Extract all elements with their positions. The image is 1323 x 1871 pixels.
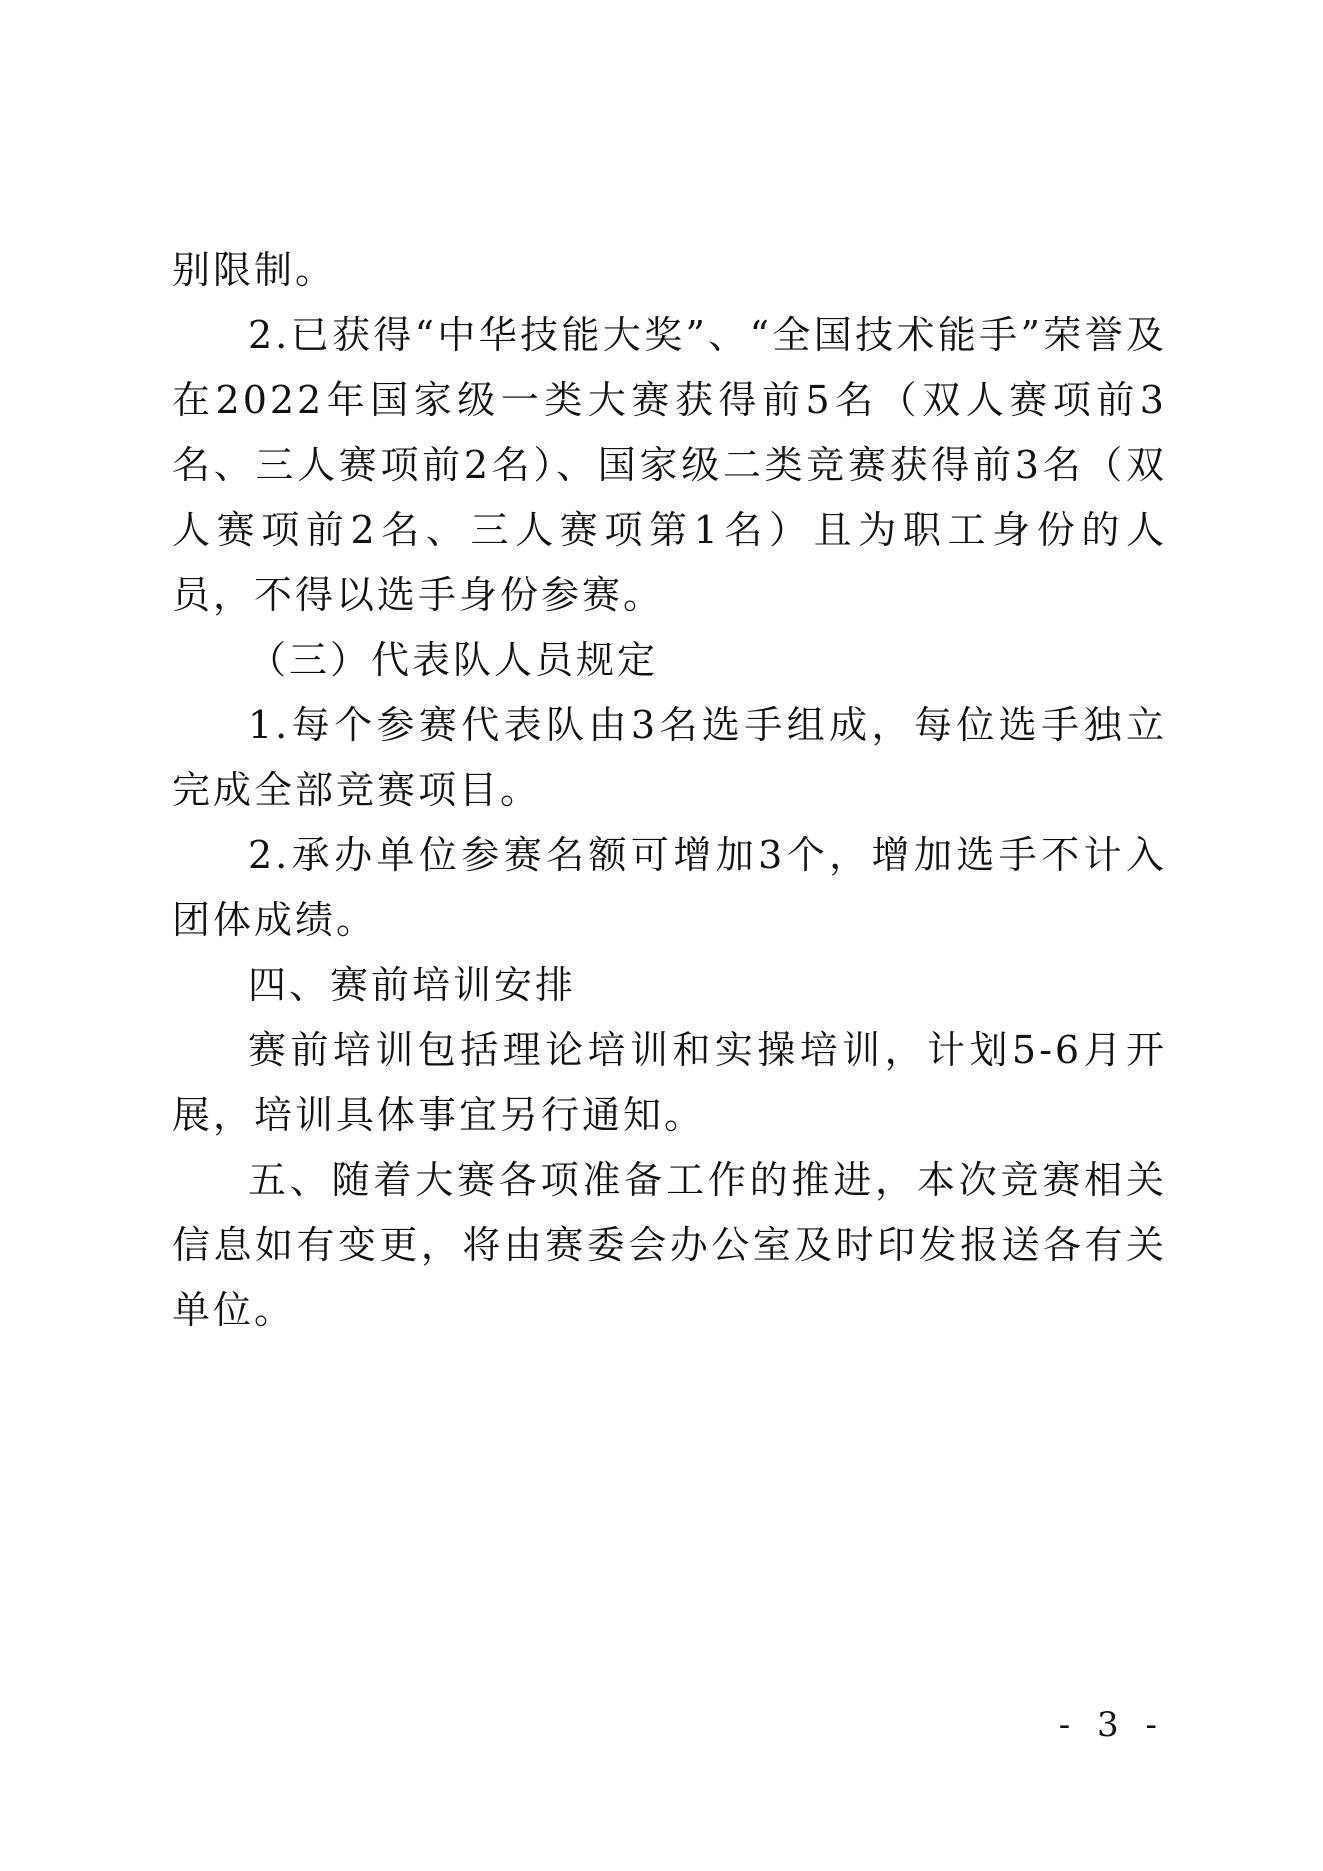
section-heading-team-rules: （三）代表队人员规定 — [248, 638, 659, 682]
paragraph-item-2-host-quota: 2.承办单位参赛名额可增加3个，增加选手不计入团体成绩。 — [172, 833, 1167, 942]
page-number: - 3 - — [1058, 1705, 1165, 1745]
paragraph-changes: 五、随着大赛各项准备工作的推进，本次竞赛相关信息如有变更，将由赛委会办公室及时印发报送各有关单位。 — [172, 1158, 1167, 1332]
section-heading-training: 四、赛前培训安排 — [248, 963, 577, 1007]
paragraph-training: 赛前培训包括理论培训和实操培训，计划5-6月开展，培训具体事宜另行通知。 — [172, 1028, 1167, 1137]
paragraph-item-2-honors: 2.已获得“中华技能大奖”、“全国技术能手”荣誉及在2022年国家级一类大赛获得前5名（双人赛项前3名、三人赛项前2名）、国家级二类竞赛获得前3名（双人赛项前2名、三人赛项第1名）且为职工身份的人员，不得以选手身份参赛。 — [172, 313, 1167, 617]
paragraph-continuation: 别限制。 — [172, 248, 337, 292]
body-text — [172, 238, 1167, 1343]
paragraph-item-1-team: 1.每个参赛代表队由3名选手组成，每位选手独立完成全部竞赛项目。 — [172, 703, 1167, 812]
